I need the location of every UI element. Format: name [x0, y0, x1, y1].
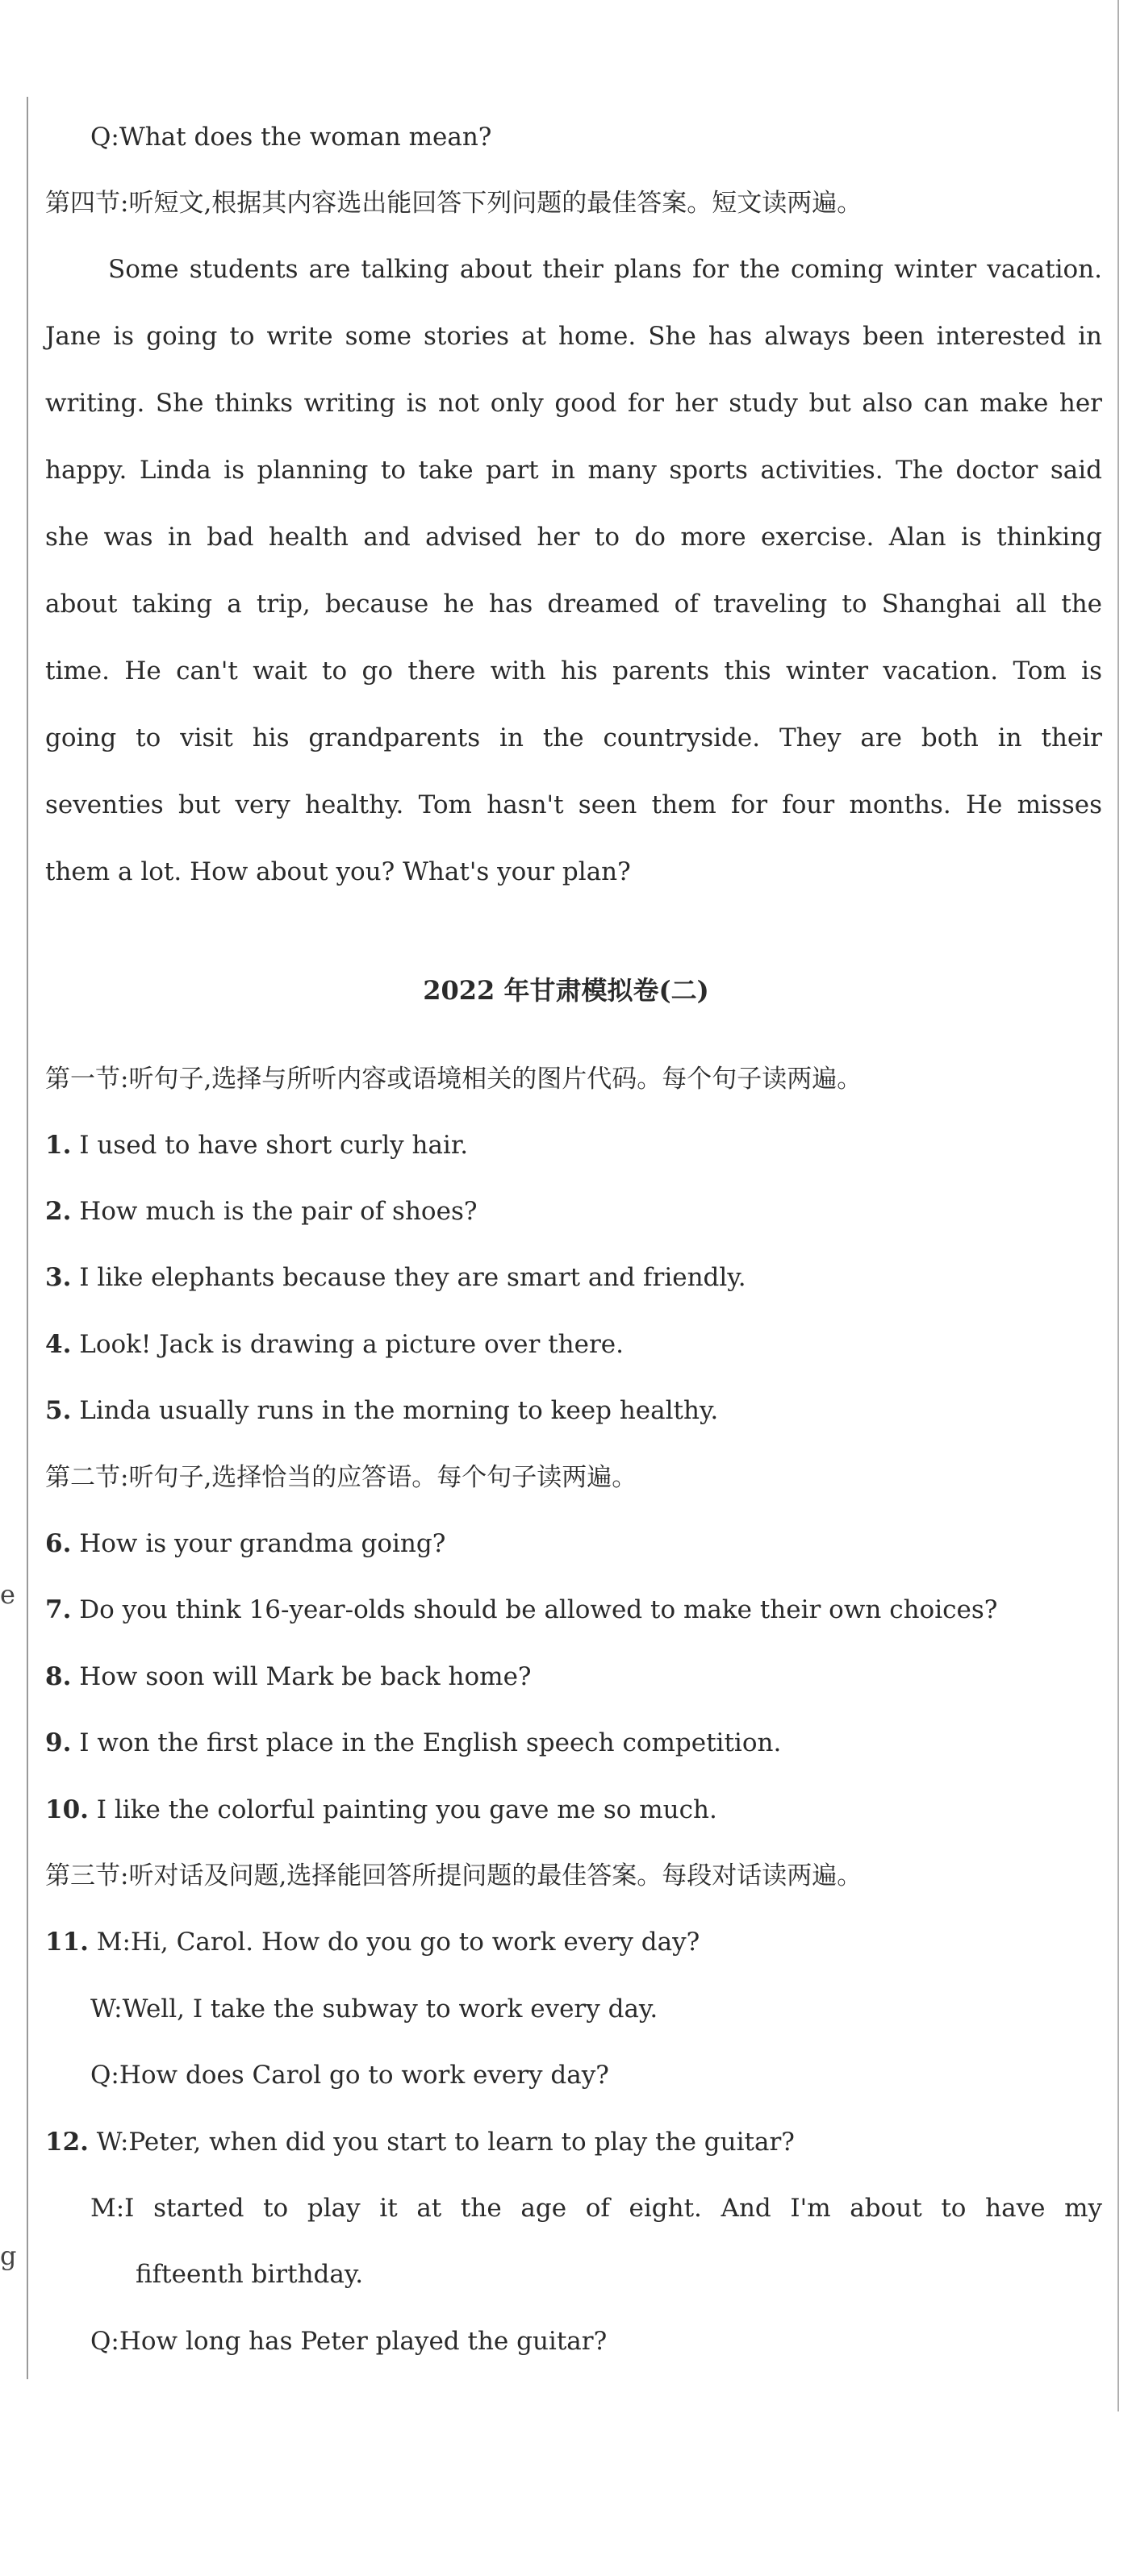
- question-number: 12.: [45, 2128, 89, 2157]
- passage-line: time. He can't wait to go there with his parents this winter vacation. Tom is: [45, 657, 1102, 686]
- section-heading: 第一节:听句子,选择与所听内容或语境相关的图片代码。每个句子读两遍。: [45, 1065, 863, 1094]
- dialogue-line: fifteenth birthday.: [136, 2260, 364, 2289]
- question-number: 2.: [45, 1197, 72, 1226]
- question-text: How much is the pair of shoes?: [71, 1197, 478, 1226]
- question-number: 5.: [45, 1396, 72, 1425]
- question-number: 9.: [45, 1728, 72, 1757]
- question-text: How is your grandma going?: [71, 1529, 446, 1558]
- question-text: I won the first place in the English speech competition.: [71, 1728, 782, 1757]
- section-heading: 第二节:听句子,选择恰当的应答语。每个句子读两遍。: [45, 1463, 637, 1492]
- question-item: [45, 1129, 468, 1161]
- passage-line: Jane is going to write some stories at home. She has always been interested in: [45, 322, 1102, 351]
- question-item: [45, 1195, 477, 1228]
- question-item: [45, 1727, 781, 1759]
- question-number: 10.: [45, 1795, 89, 1824]
- question-number: 4.: [45, 1330, 72, 1359]
- dialogue-question: Q:How long has Peter played the guitar?: [90, 2327, 608, 2356]
- question-item: [45, 1261, 746, 1294]
- previous-question: Q:What does the woman mean?: [90, 123, 492, 152]
- passage-line: writing. She thinks writing is not only good for her study but also can make her: [45, 389, 1102, 418]
- question-text: How soon will Mark be back home?: [71, 1662, 532, 1691]
- right-margin-rule: [1117, 0, 1119, 2411]
- passage-line: them a lot. How about you? What's your plan?: [45, 857, 631, 886]
- question-text: Linda usually runs in the morning to keep healthy.: [71, 1396, 719, 1425]
- question-number: 6.: [45, 1529, 72, 1558]
- question-number: 8.: [45, 1662, 72, 1691]
- passage-line: seventies but very healthy. Tom hasn't seen them for four months. He misses: [45, 790, 1102, 819]
- dialogue-question: Q:How does Carol go to work every day?: [90, 2061, 609, 2090]
- question-item: [45, 1394, 718, 1427]
- question-item: [45, 1594, 997, 1626]
- question-text: Do you think 16-year-olds should be allowed to make their own choices?: [71, 1595, 998, 1624]
- question-item: [45, 1328, 624, 1361]
- dialogue-line: M:I started to play it at the age of eight. And I'm about to have my: [90, 2194, 1102, 2223]
- exam-title: 2022 年甘肃模拟卷(二): [423, 975, 709, 1006]
- question-text: Look! Jack is drawing a picture over there.: [71, 1330, 624, 1359]
- passage-line: she was in bad health and advised her to do more exercise. Alan is thinking: [45, 523, 1102, 552]
- question-number: 1.: [45, 1131, 72, 1160]
- left-margin-rule: [27, 97, 28, 2379]
- question-number: 11.: [45, 1928, 89, 1957]
- question-text: I like elephants because they are smart and friendly.: [71, 1263, 746, 1292]
- passage-line: about taking a trip, because he has dreamed of traveling to Shanghai all the: [45, 590, 1102, 619]
- question-item: [45, 1528, 445, 1560]
- question-text: I used to have short curly hair.: [71, 1131, 469, 1160]
- section-heading: 第三节:听对话及问题,选择能回答所提问题的最佳答案。每段对话读两遍。: [45, 1861, 863, 1890]
- question-number: 3.: [45, 1263, 72, 1292]
- margin-fragment: g: [0, 2240, 17, 2271]
- question-item: [45, 1794, 717, 1826]
- section-heading: 第四节:听短文,根据其内容选出能回答下列问题的最佳答案。短文读两遍。: [45, 189, 863, 218]
- passage-line: happy. Linda is planning to take part in many sports activities. The doctor said: [45, 456, 1102, 485]
- question-number: 7.: [45, 1595, 72, 1624]
- passage-line: going to visit his grandparents in the countryside. They are both in their: [45, 723, 1102, 752]
- dialogue-line: [45, 2126, 795, 2158]
- question-text: I like the colorful painting you gave me so much.: [88, 1795, 717, 1824]
- question-item: [45, 1661, 532, 1693]
- passage-line: Some students are talking about their plans for the coming winter vacation.: [108, 255, 1102, 284]
- dialogue-text: W:Peter, when did you start to learn to play the guitar?: [88, 2128, 795, 2157]
- margin-fragment: e: [0, 1579, 15, 1610]
- dialogue-line: W:Well, I take the subway to work every day.: [90, 1995, 658, 2024]
- dialogue-text: M:Hi, Carol. How do you go to work every day?: [88, 1928, 700, 1957]
- dialogue-line: [45, 1926, 700, 1958]
